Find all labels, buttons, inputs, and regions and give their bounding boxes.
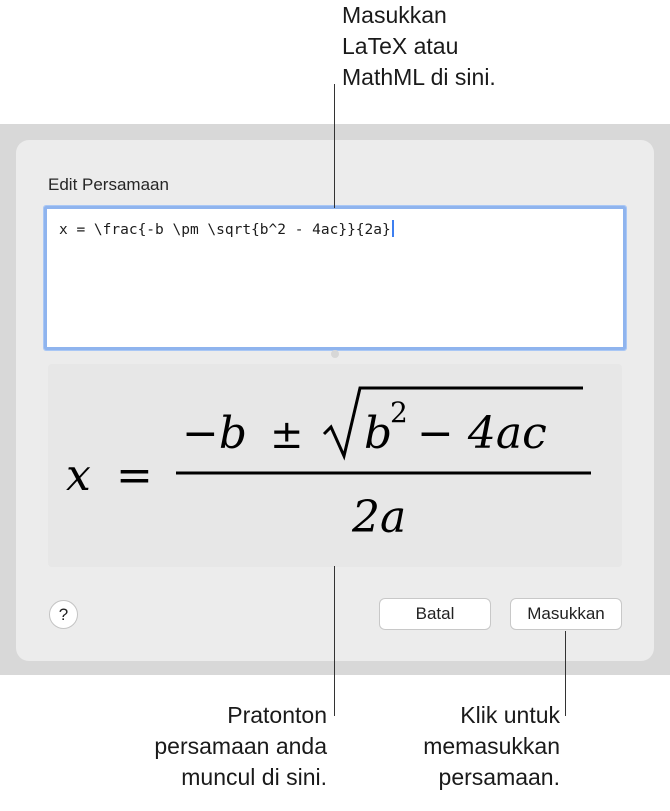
- leader-line-editor: [334, 84, 335, 208]
- preview-b: b: [364, 408, 393, 459]
- rendered-equation: [48, 364, 622, 567]
- insert-button[interactable]: Masukkan: [510, 598, 622, 630]
- callout-preview: Pratonton persamaan anda muncul di sini.: [154, 702, 327, 790]
- text-caret: [392, 220, 394, 237]
- preview-denominator: 2a: [352, 492, 407, 543]
- preview-var-x: x: [66, 450, 91, 501]
- equation-preview: [48, 364, 622, 567]
- cancel-button[interactable]: Batal: [379, 598, 491, 630]
- equation-source-text: x = \frac{-b \pm \sqrt{b^2 - 4ac}}{2a}: [59, 220, 394, 238]
- callout-insert: Klik untuk memasukkan persamaan.: [423, 702, 560, 790]
- preview-neg-b: −b: [182, 408, 248, 459]
- preview-plus-minus: ±: [270, 412, 304, 458]
- preview-exponent: 2: [390, 396, 408, 429]
- leader-line-insert: [565, 631, 566, 716]
- resize-handle[interactable]: [331, 350, 339, 358]
- equation-input[interactable]: [44, 206, 626, 350]
- leader-line-preview: [334, 566, 335, 716]
- help-button[interactable]: ?: [49, 600, 78, 629]
- preview-equals: =: [116, 450, 153, 501]
- callout-editor: Masukkan LaTeX atau MathML di sini.: [342, 2, 496, 90]
- preview-minus-4ac: − 4ac: [417, 408, 547, 459]
- dialog-title: Edit Persamaan: [48, 175, 169, 194]
